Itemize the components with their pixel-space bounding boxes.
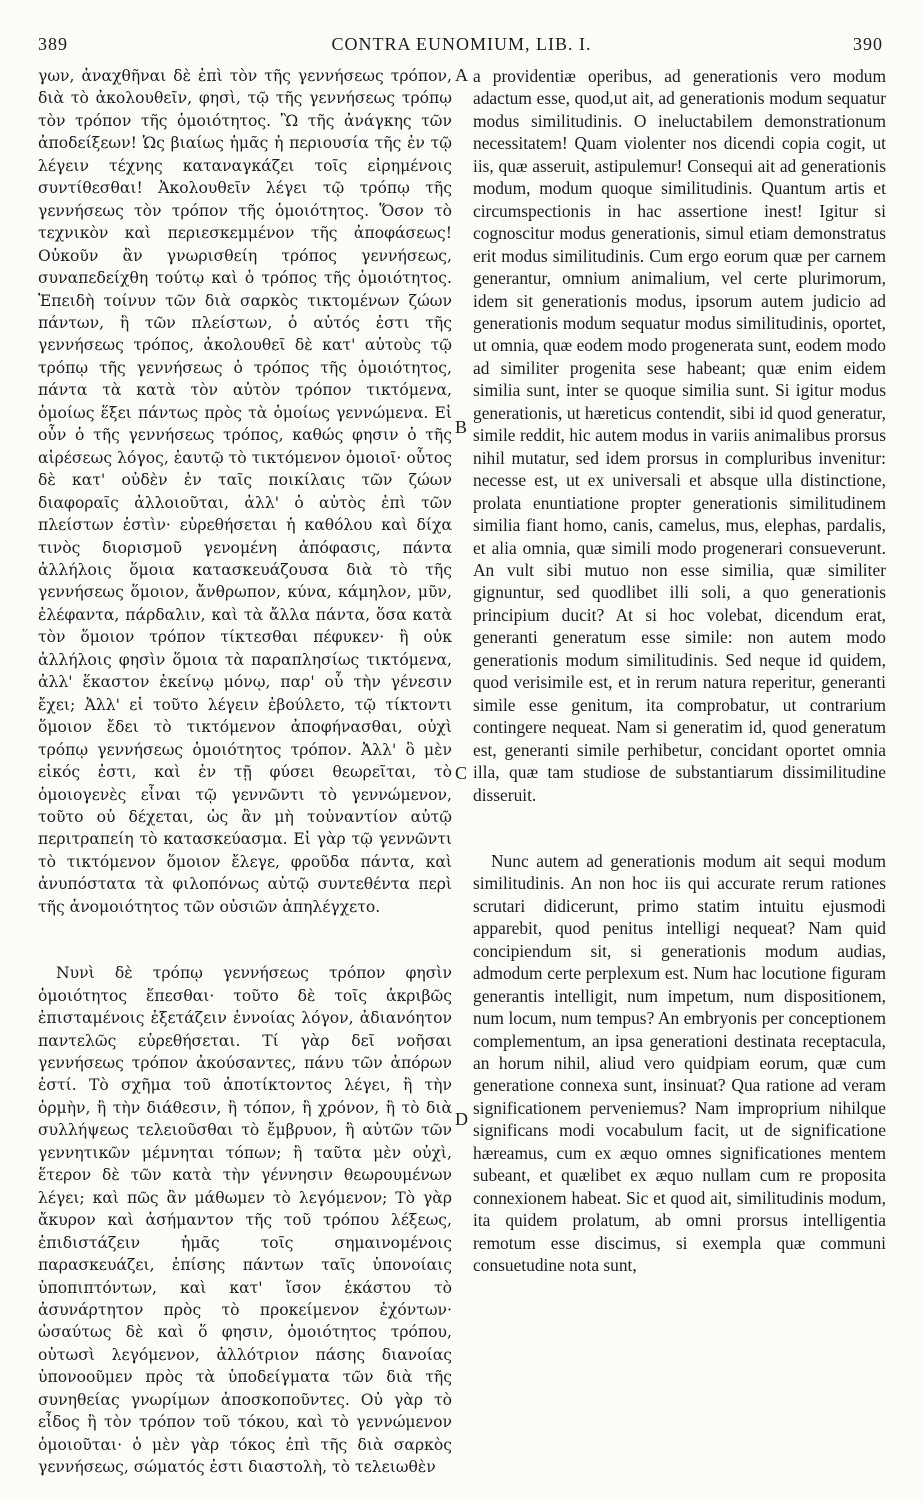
running-title: CONTRA EUNOMIUM, LIB. I. [331, 34, 592, 54]
section-marker-b: B [455, 417, 468, 437]
page-number-right: 390 [853, 34, 883, 54]
section-marker-c: C [455, 763, 468, 783]
section-marker-a: A [455, 65, 468, 85]
page-number-left: 389 [38, 34, 68, 54]
section-marker-d: D [455, 1109, 468, 1129]
greek-paragraph-2: Νυνὶ δὲ τρόπῳ γεννήσεως τρόπον φησὶν ὁμοιότητος ἕπεσθαι· τοῦτο δὲ τοῖς ἀκριβῶς ἐπισταμένοις ἐξετάζειν ἐννοίας λόγον, ἀδιανόητον παντελῶς εὑρεθήσεται. Τί γὰρ δεῖ νοῆσαι γεννήσεως τρόπον ἀκούσαντες, πάνυ τῶν ἀπόρων ἐστί. Τὸ σχῆμα τοῦ ἀποτίκτοντος λέγει, ἢ τὴν ὁρμὴν, ἢ τὴν διάθεσιν, ἢ τόπον, ἢ χρόνον, ἢ τὸ διὰ συλλήψεως τελειοῦσθαι τὸ ἔμβρυον, ἢ αὐτῶν τῶν γεννητικῶν μέμνηται τόπων; ἢ ταῦτα μὲν οὐχὶ, ἕτερον δὲ τῶν κατὰ τὴν γέννησιν θεωρουμένων λέγει; καὶ πῶς ἂν μάθωμεν τὸ λεγόμενον; Τὸ γὰρ ἄκυρον καὶ ἀσήμαντον τῆς τοῦ τρόπου λέξεως, ἐπιδιστάζειν ἡμᾶς τοῖς σημαινομένοις παρασκευάζει, ἐπίσης πάντων ταῖς ὑπονοίαις ὑποπιπτόντων, καὶ κατ' ἴσον ἑκάστου τὸ ἀσυνάρτητον πρὸς τὸ προκείμενον ἐχόντων· ὡσαύτως δὲ καὶ ὅ φησιν, ὁμοιότητος τρόπου, οὑτωσὶ λεγόμενον, ἀλλότριον πάσης διανοίας ὑπονοοῦμεν πρὸς τὰ ὑποδείγματα τῶν διὰ τῆς συνηθείας γνωρίμων ἀποσκοποῦντες. Οὐ γὰρ τὸ εἶδος ἢ τὸν τρόπον τοῦ τόκου, καὶ τὸ γεννώμενον ὁμοιοῦται· ὁ μὲν γὰρ τόκος ἐπὶ τῆς διὰ σαρκὸς γεννήσεως, σώματός ἐστι διαστολὴ, τὸ τελειωθὲν [38, 964, 452, 1477]
greek-paragraph-1: γων, ἀναχθῆναι δὲ ἐπὶ τὸν τῆς γεννήσεως τρόπον, διὰ τὸ ἀκολουθεῖν, φησὶ, τῷ τῆς γεννήσεως τρόπῳ τὸν τρόπον τῆς ὁμοιότητος. Ὢ τῆς ἀνάγκης τῶν ἀποδείξεων! Ὡς βιαίως ἡμᾶς ἡ περιουσία τῆς ἐν τῷ λέγειν τέχνης καταναγκάζει τοῖς εἰρημένοις συντίθεσθαι! Ἀκολουθεῖν λέγει τῷ τρόπῳ τῆς γεννήσεως τὸν τρόπον τῆς ὁμοιότητος. Ὅσον τὸ τεχνικὸν καὶ περιεσκεμμένον τῆς ἀποφάσεως! Οὐκοῦν ἂν γνωρισθείη τρόπος γεννήσεως, συναπεδείχθη τούτῳ καὶ ὁ τρόπος τῆς ὁμοιότητος. Ἐπειδὴ τοίνυν τῶν διὰ σαρκὸς τικτομένων ζώων πάντων, ἢ τῶν πλείστων, ὁ αὐτός ἐστι τῆς γεννήσεως τρόπος, ἀκολουθεῖ δὲ κατ' αὐτοὺς τῷ τρόπῳ τῆς γεννήσεως ὁ τρόπος τῆς ὁμοιότητος, πάντα τὰ κατὰ τὸν αὐτὸν τρόπον τικτόμενα, ὁμοίως ἕξει πάντως πρὸς τὰ ὁμοίως γεννώμενα. Εἰ οὖν ὁ τῆς γεννήσεως τρόπος, καθώς φησιν ὁ τῆς αἱρέσεως λόγος, ἑαυτῷ τὸ τικτόμενον ὁμοιοῖ· οὗτος δὲ κατ' οὐδὲν ἐν ταῖς ποικίλαις τῶν ζώων διαφοραῖς ἀλλοιοῦται, ἀλλ' ὁ αὐτὸς ἐπὶ τῶν πλείστων ἐστὶν· εὑρεθήσεται ἡ καθόλου καὶ δίχα τινὸς διορισμοῦ γενομένη ἀπόφασις, πάντα ἀλλήλοις ὅμοια κατασκευάζουσα διὰ τὸ τῆς γεννήσεως ὅμοιον, ἄνθρωπον, κύνα, κάμηλον, μῦν, ἐλέφαντα, πάρδαλιν, καὶ τὰ ἄλλα πάντα, ὅσα κατὰ τὸν ὅμοιον τρόπον τίκτεσθαι πέφυκεν· ἢ οὐκ ἀλλήλοις φησὶν ὅμοια τὰ παραπλησίως τικτόμενα, ἀλλ' ἕκαστον ἐκείνῳ μόνῳ, παρ' οὗ τὴν γένεσιν ἔχει; Ἀλλ' εἰ τοῦτο λέγειν ἐβούλετο, τῷ τίκτοντι ὅμοιον ἔδει τὸ τικτόμενον ἀποφήνασθαι, οὐχὶ τρόπῳ γεννήσεως ὁμοιότητος τρόπον. Ἀλλ' ὃ μὲν εἰκός ἐστι, καὶ ἐν τῇ φύσει θεωρεῖται, τὸ ὁμοιογενὲς εἶναι τῷ γεννῶντι τὸ γεννώμενον, τοῦτο οὐ δέχεται, ὡς ἂν μὴ τοὐναντίον αὐτῷ περιτραπείη τὸ κατασκεύασμα. Εἰ γὰρ τῷ γεννῶντι τὸ τικτόμενον ὅμοιον ἔλεγε, φροῦδα πάντα, καὶ ἀνυπόστατα τὰ φιλοπόνως αὐτῷ συντεθέντα περὶ τῆς ἀνομοιότητος τῶν οὐσιῶν ἀπηλέγχετο. [38, 67, 452, 916]
page-header [0, 34, 923, 64]
latin-paragraph-1: a providentiæ operibus, ad generationis vero modum adactum esse, quod,ut ait, ad generationis modum sequatur modus similitudinis. O ineluctabilem demonstrationum necessitatem! Quam violenter nos dicendi copia cogit, ut iis, quæ asseruit, astipulemur! Consequi ait ad generationis modum, modum quoque similitudinis. Quantum artis et circumspectionis in hac assertione inest! Igitur si cognoscitur modus generationis, simul etiam demonstratus erit modus similitudinis. Cum ergo eorum quæ per carnem generantur, omnium animalium, vel certe plurimorum, idem sit generationis modus, ipsorum autem judicio ad generationis modum sequatur modus similitudinis, oportet, ut omnia, quæ eodem modo progenerata sunt, eodem modo ad similiter progenita sese habeant; quæ enim eidem similia sunt, inter se quoque similia sunt. Si igitur modus generationis, ut hæreticus contendit, sibi id quod generatur, simile reddit, hic autem modus in variis animalibus prorsus nihil mutatur, sed idem prorsus in compluribus invenitur: necesse est, ut ex universali et absque ulla distinctione, prolata enuntiatione propter generationis similitudinem similia fiant homo, canis, camelus, mus, elephas, pardalis, et alia omnia, quæ simili modo progenerari consueverunt. An vult sibi mutuo non esse similia, quæ similiter gignuntur, sed quodlibet illi soli, a quo generationis principium ducit? At si hoc volebat, dicendum erat, generanti generatum esse simile: non autem modo generationis modum similitudinis. Sed neque id quidem, quod verisimile est, et in rerum natura reperitur, generanti simile esse genitum, ita comprobatur, ut contrarium contingere nequeat. Nam si generatim id, quod generatum est, generanti simile perhibetur, concidant oportet omnia illa, quæ tam studiose de substantiarum dissimilitudine disseruit. [473, 66, 886, 805]
latin-column [473, 65, 886, 1277]
latin-paragraph-2: Nunc autem ad generationis modum ait sequi modum similitudinis. An non hoc iis qui accurate rerum rationes scrutari didicerunt, primo statim intuitu ejusmodi apparebit, quod penitus intelligi nequeat? Nam quid concipiendum sit, si generationis modum audias, admodum certe perplexum est. Num hac locutione figuram generantis intelligit, num impetum, num dispositionem, num locum, num tempus? An embryonis per conceptionem complementum, an ipsa generationi destinata receptacula, an horum nihil, aliud vero quidpiam eorum, quæ cum generatione connexa sunt, insinuat? Qua ratione ad veram significationem perveniemus? Nam improprium nihilque significans modi vocabulum facit, ut de significatione hæreamus, cum ex æquo omnes significationes mentem subeant, et quælibet ex æquo nullam cum re proposita connexionem habeat. Sic et quod ait, similitudinis modum, ita quidem prolatum, ab omni prorsus intelligentia remotum esse discimus, si exempla quæ communi consuetudine nota sunt, [473, 850, 886, 1276]
greek-column [38, 65, 452, 1479]
